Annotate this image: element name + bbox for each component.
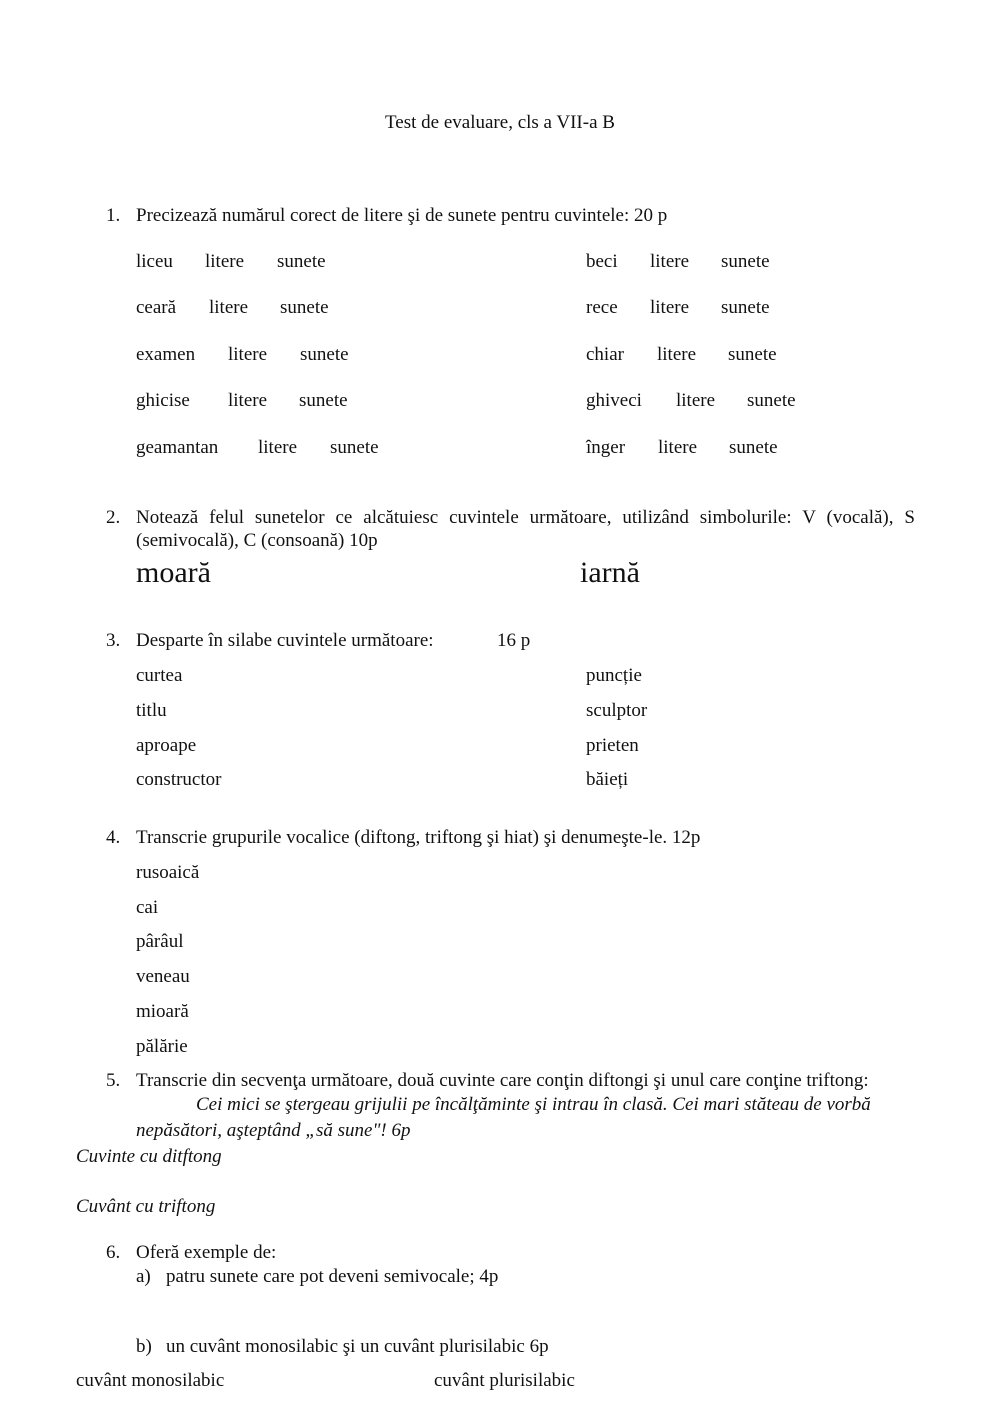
q3-text: Desparte în silabe cuvintele următoare:: [136, 630, 434, 651]
q2-word-left: moară: [136, 556, 211, 589]
page-title: Test de evaluare, cls a VII-a B: [385, 112, 615, 133]
q3-word-right: băieți: [586, 769, 629, 790]
q1-word-right: chiar: [586, 344, 624, 365]
q1-sunete-label: sunete: [721, 297, 770, 318]
q4-word: mioară: [136, 1001, 189, 1022]
q1-sunete-label: sunete: [300, 344, 349, 365]
q1-sunete-label: sunete: [747, 390, 796, 411]
q4-word: rusoaică: [136, 862, 200, 883]
q2-text-line2: (semivocală), C (consoană) 10p: [136, 530, 378, 551]
q5-triftong-label: Cuvânt cu triftong: [76, 1196, 216, 1217]
q6-b-text: un cuvânt monosilabic şi un cuvânt plurisilabic 6p: [166, 1336, 549, 1357]
q3-word-left: constructor: [136, 769, 222, 790]
q1-word-right: rece: [586, 297, 618, 318]
q6-plurisilabic-label: cuvânt plurisilabic: [434, 1370, 575, 1391]
q1-word-left: ghicise: [136, 390, 190, 411]
q1-sunete-label: sunete: [280, 297, 329, 318]
q1-litere-label: litere: [657, 344, 697, 365]
q1-text: Precizează numărul corect de litere şi de sunete pentru cuvintele: 20 p: [136, 205, 668, 226]
q4-text: Transcrie grupurile vocalice (diftong, triftong şi hiat) şi denumeşte-le. 12p: [136, 827, 701, 848]
q6-monosilabic-label: cuvânt monosilabic: [76, 1370, 225, 1391]
q5-quote-line1: Cei mici se ştergeau grijulii pe încălţăminte şi intrau în clasă. Cei mari stăteau de vorbă: [196, 1094, 871, 1115]
q1-litere-label: litere: [258, 437, 298, 458]
q1-litere-label: litere: [650, 297, 690, 318]
q5-number: 5.: [106, 1070, 121, 1091]
q2-number: 2.: [106, 507, 121, 528]
q1-litere-label: litere: [658, 437, 698, 458]
q1-sunete-label: sunete: [330, 437, 379, 458]
q3-word-left: curtea: [136, 665, 183, 686]
q3-word-right: prieten: [586, 735, 639, 756]
q1-word-left: liceu: [136, 251, 173, 272]
q1-sunete-label: sunete: [729, 437, 778, 458]
q3-word-right: puncție: [586, 665, 642, 686]
q6-a-marker: a): [136, 1266, 151, 1287]
q1-word-left: ceară: [136, 297, 177, 318]
q2-text-line1: Notează felul sunetelor ce alcătuiesc cuvintele următoare, utilizând simbolurile: V (vocală), S: [136, 507, 915, 528]
q3-word-left: titlu: [136, 700, 167, 721]
q3-word-right: sculptor: [586, 700, 648, 721]
q1-litere-label: litere: [650, 251, 690, 272]
q1-number: 1.: [106, 205, 121, 226]
q3-number: 3.: [106, 630, 121, 651]
q1-sunete-label: sunete: [299, 390, 348, 411]
q4-word: pârâul: [136, 931, 184, 952]
q1-word-right: beci: [586, 251, 618, 272]
q1-litere-label: litere: [209, 297, 249, 318]
q1-litere-label: litere: [228, 344, 268, 365]
q6-a-text: patru sunete care pot deveni semivocale; 4p: [166, 1266, 499, 1287]
q1-litere-label: litere: [205, 251, 245, 272]
q1-word-left: geamantan: [136, 437, 219, 458]
q4-word: cai: [136, 897, 159, 918]
q1-word-left: examen: [136, 344, 196, 365]
q6-text: Oferă exemple de:: [136, 1242, 277, 1263]
q6-number: 6.: [106, 1242, 121, 1263]
q6-b-marker: b): [136, 1336, 152, 1357]
q1-sunete-label: sunete: [728, 344, 777, 365]
q1-litere-label: litere: [228, 390, 268, 411]
q3-points: 16 p: [497, 630, 531, 651]
q4-number: 4.: [106, 827, 121, 848]
q2-word-right: iarnă: [580, 556, 640, 589]
q1-sunete-label: sunete: [277, 251, 326, 272]
q4-word: veneau: [136, 966, 190, 987]
q1-word-right: ghiveci: [586, 390, 642, 411]
q3-word-left: aproape: [136, 735, 197, 756]
q5-text: Transcrie din secvenţa următoare, două cuvinte care conţin diftongi şi unul care conţine triftong:: [136, 1070, 869, 1091]
q1-word-right: înger: [586, 437, 626, 458]
q4-word: pălărie: [136, 1036, 188, 1057]
q1-sunete-label: sunete: [721, 251, 770, 272]
q5-quote-line2: nepăsători, aşteptând „să sune"! 6p: [136, 1120, 411, 1141]
q5-diftong-label: Cuvinte cu ditftong: [76, 1146, 222, 1167]
q1-litere-label: litere: [676, 390, 716, 411]
